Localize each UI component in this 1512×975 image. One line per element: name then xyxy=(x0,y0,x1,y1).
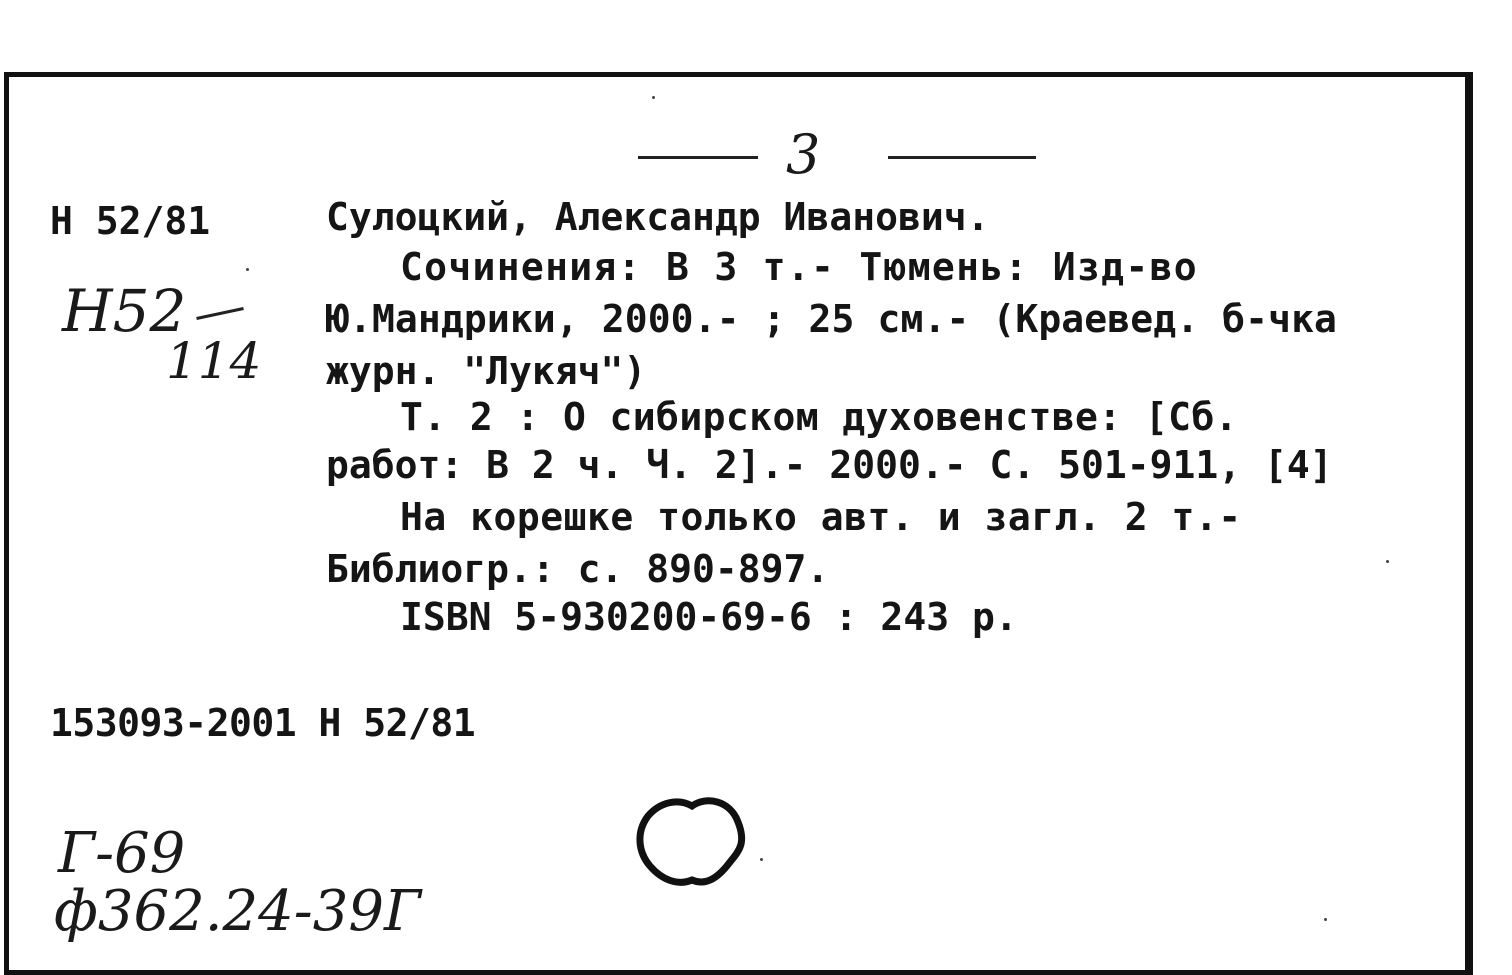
scan-speck xyxy=(652,96,655,99)
description-line-3: журн. "Лукяч") xyxy=(326,349,647,393)
scan-speck xyxy=(246,268,249,271)
description-line-7: Библиогр.: с. 890-897. xyxy=(326,547,830,591)
shelf-mark: Н 52/81 xyxy=(50,199,211,243)
handwritten-shelf-mark-top: Н52 xyxy=(62,277,187,345)
handwritten-note-2: ф362.24-39Г xyxy=(54,879,422,944)
handwritten-note-1: Г-69 xyxy=(58,821,186,886)
scan-speck xyxy=(760,858,763,861)
description-line-4: Т. 2 : О сибирском духовенстве: [Сб. xyxy=(400,395,1239,439)
card-heading: Сулоцкий, Александр Иванович. xyxy=(326,195,990,239)
volume-marker: 3 xyxy=(786,123,821,186)
description-line-2: Ю.Мандрики, 2000.- ; 25 см.- (Краевед. б-чка xyxy=(326,297,1338,341)
volume-marker-line-right xyxy=(888,156,1036,159)
scan-speck xyxy=(1386,560,1389,563)
isbn-line: ISBN 5-930200-69-6 : 243 р. xyxy=(400,595,1018,639)
description-line-5: работ: В 2 ч. Ч. 2].- 2000.- С. 501-911, [4] xyxy=(326,443,1333,487)
card-rod-hole xyxy=(632,792,752,896)
description-line-1: Сочинения: В 3 т.- Тюмень: Изд-во xyxy=(400,245,1198,289)
description-line-6: На корешке только авт. и загл. 2 т.- xyxy=(400,495,1242,539)
handwritten-shelf-mark-bottom: 114 xyxy=(166,332,262,390)
scan-speck xyxy=(1324,918,1327,921)
volume-marker-line-left xyxy=(638,156,758,159)
inventory-line: 153093-2001 Н 52/81 xyxy=(50,701,476,745)
